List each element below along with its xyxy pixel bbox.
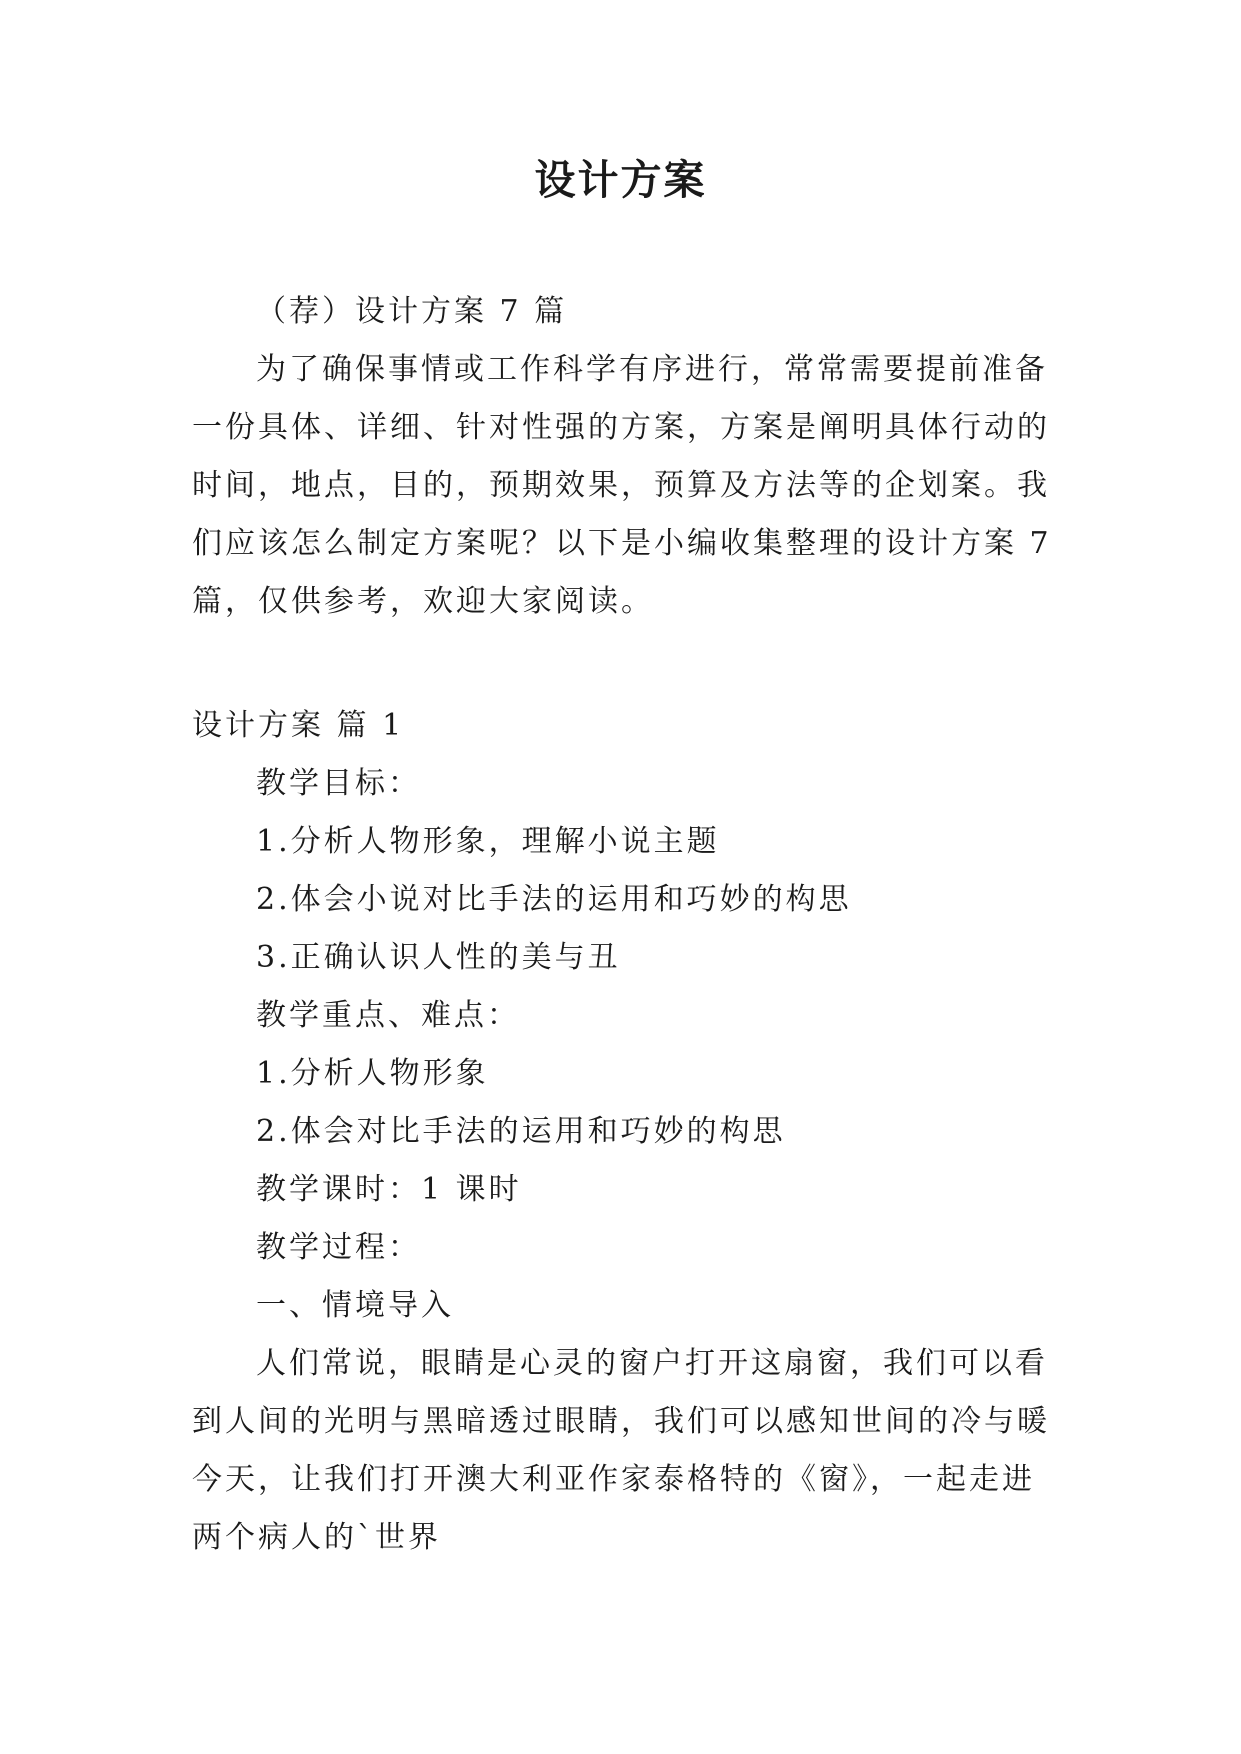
intro-paragraph-line: 一份具体、详细、针对性强的方案，方案是阐明具体行动的 [192, 410, 1050, 445]
section-line: 2.体会对比手法的运用和巧妙的构思 [256, 1114, 786, 1149]
section-paragraph-line: 人们常说，眼睛是心灵的窗户打开这扇窗，我们可以看 [256, 1346, 1048, 1381]
section-line: 1.分析人物形象 [256, 1056, 489, 1091]
intro-paragraph-line: 为了确保事情或工作科学有序进行，常常需要提前准备 [256, 352, 1048, 387]
intro-paragraph-line: 篇，仅供参考，欢迎大家阅读。 [192, 584, 654, 619]
section-line: 1.分析人物形象，理解小说主题 [256, 824, 720, 859]
section-line: 教学课时：1 课时 [256, 1172, 522, 1207]
section-heading: 设计方案 篇 1 [192, 708, 405, 743]
intro-paragraph-line: 时间，地点，目的，预期效果，预算及方法等的企划案。我 [192, 468, 1050, 503]
section-line: 2.体会小说对比手法的运用和巧妙的构思 [256, 882, 852, 917]
section-line: 一、情境导入 [256, 1288, 454, 1323]
section-line: 教学重点、难点： [256, 998, 520, 1033]
section-line: 教学过程： [256, 1230, 421, 1265]
section-paragraph-line: 到人间的光明与黑暗透过眼睛，我们可以感知世间的冷与暖 [192, 1404, 1050, 1439]
intro-block [192, 283, 1054, 631]
section-line: 教学目标： [256, 766, 421, 801]
section-paragraph-line: 两个病人的`世界 [192, 1520, 441, 1555]
section-1-block [192, 697, 1054, 1567]
section-line: 3.正确认识人性的美与丑 [256, 940, 621, 975]
intro-subtitle: （荐）设计方案 7 篇 [256, 294, 568, 329]
intro-paragraph-line: 们应该怎么制定方案呢？以下是小编收集整理的设计方案 7 [192, 526, 1052, 561]
section-paragraph-line: 今天，让我们打开澳大利亚作家泰格特的《窗》，一起走进 [192, 1462, 1035, 1497]
document-title: 设计方案 [534, 156, 707, 204]
